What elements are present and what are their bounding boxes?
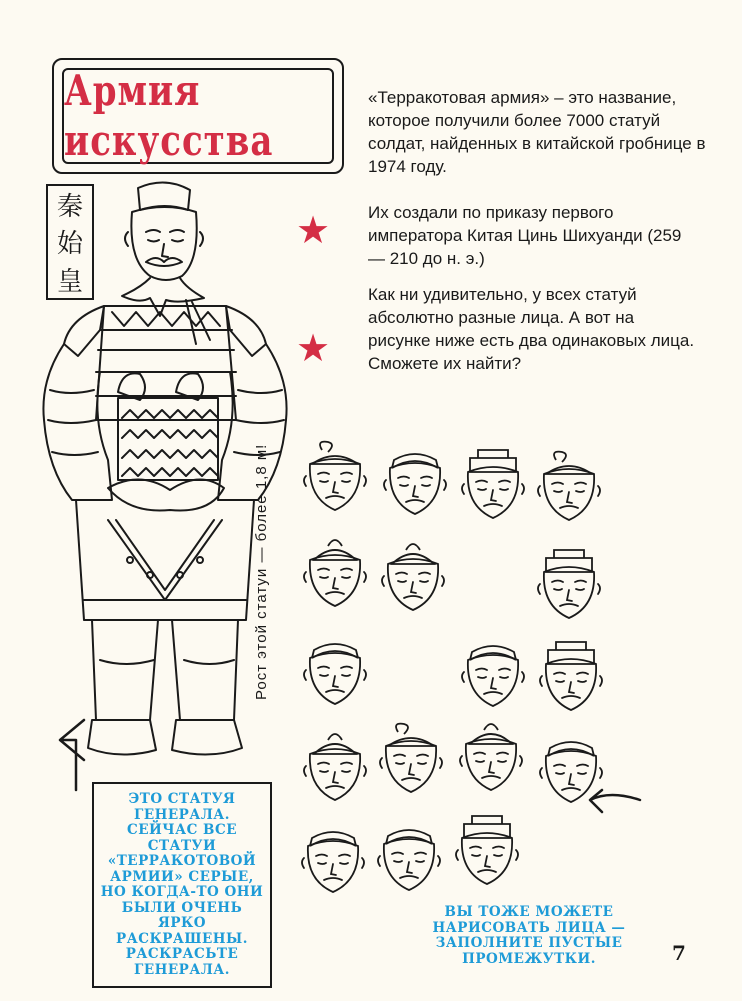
warrior-face-icon — [378, 536, 448, 616]
general-caption: ЭТО СТАТУЯ ГЕНЕРАЛА. СЕЙЧАС ВСЕ СТАТУИ «ТЕРРАКОТОВОЙ АРМИИ» СЕРЫЕ, НО КОГДА-ТО ОНИ БЫЛИ ОЧЕНЬ ЯРКО РАСКРАШЕНЫ. РАСКРАСЬТЕ ГЕНЕРАЛА. — [92, 782, 272, 988]
warrior-face-icon — [300, 532, 370, 612]
warrior-face-icon — [298, 818, 368, 898]
warrior-face-icon — [536, 636, 606, 716]
faces-caption: ВЫ ТОЖЕ МОЖЕТЕ НАРИСОВАТЬ ЛИЦА — ЗАПОЛНИТЕ ПУСТЫЕ ПРОМЕЖУТКИ. — [432, 904, 626, 967]
fact-paragraph-2: Как ни удивительно, у всех статуй абсолютно разные лица. А вот на рисунке ниже есть два одинаковых лица. Сможете их найти? — [368, 285, 695, 373]
page-title: Армия искусства — [64, 66, 274, 166]
warrior-face-icon — [374, 816, 444, 896]
fact-paragraph-1: Их создали по приказу первого императора Китая Цинь Шихуанди (259 — 210 до н. э.) — [368, 203, 682, 268]
star-icon: ★ — [296, 210, 331, 252]
warrior-face-icon — [300, 726, 370, 806]
warrior-face-icon — [534, 544, 604, 624]
warrior-face-icon — [536, 728, 606, 808]
warrior-face-icon — [458, 444, 528, 524]
height-note: Рост этой статуи — более 1,8 м! — [253, 443, 270, 700]
intro-paragraph: «Терракотовая армия» – это название, которое получили более 7000 статуй солдат, найденных в китайской гробнице в 1974 году. — [368, 88, 706, 176]
hanzi-char: 始 — [56, 229, 83, 260]
warrior-face-icon — [456, 716, 526, 796]
warrior-face-icon — [300, 630, 370, 710]
warrior-face-icon — [376, 718, 446, 798]
warrior-face-icon — [534, 446, 604, 526]
hanzi-char: 秦 — [56, 192, 83, 223]
star-icon: ★ — [296, 328, 331, 370]
warrior-face-icon — [300, 436, 370, 516]
warrior-face-icon — [380, 440, 450, 520]
hanzi-char: 皇 — [56, 266, 83, 297]
warrior-face-icon — [452, 810, 522, 890]
warrior-face-icon — [458, 632, 528, 712]
page-number: 7 — [672, 941, 686, 965]
